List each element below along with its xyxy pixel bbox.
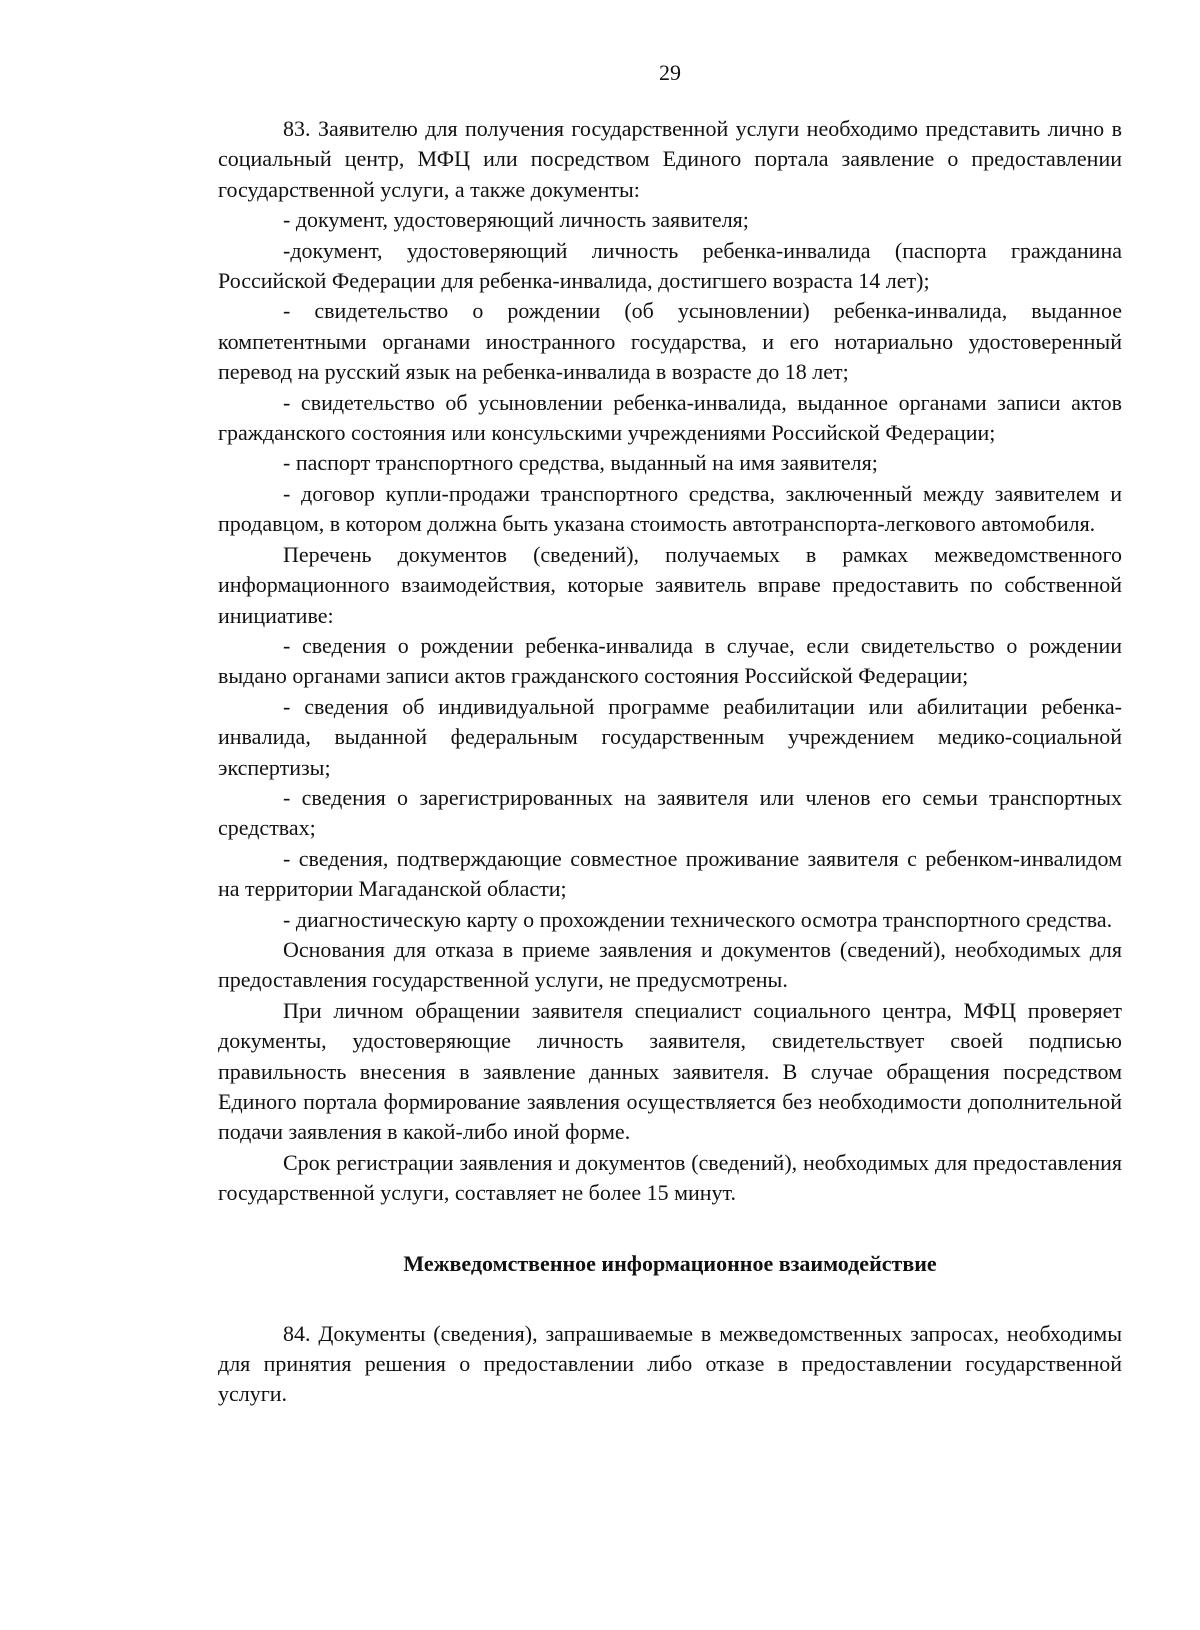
page-number: 29 (659, 60, 681, 85)
list-item: - документ, удостоверяющий личность заявителя; (283, 207, 749, 233)
list-item: - договор купли-продажи транспортного средства, заключенный между заявителем и продавцом, в котором должна быть указана стоимость автотранспорта-легкового автомобиля. (218, 480, 1122, 537)
section-body-83 (218, 114, 1122, 1209)
list-item: - сведения о рождении ребенка-инвалида в случае, если свидетельство о рождении выдано органами записи актов гражданского состояния Российской Федерации; (218, 632, 1122, 689)
paragraph-84: 84. Документы (сведения), запрашиваемые в межведомственных запросах, необходимы для принятия решения о предоставлении либо отказе в предоставлении государственной услуги. (218, 1320, 1122, 1407)
list-item: - сведения об индивидуальной программе реабилитации или абилитации ребенка-инвалида, выданной федеральным государственным учреждением медико-социальной экспертизы; (218, 693, 1122, 780)
document-page (218, 58, 1122, 1410)
list-item: - сведения о зарегистрированных на заявителя или членов его семьи транспортных средствах; (218, 784, 1122, 841)
list-item: - сведения, подтверждающие совместное проживание заявителя с ребенком-инвалидом на территории Магаданской области; (218, 845, 1122, 902)
list-item: - свидетельство о рождении (об усыновлении) ребенка-инвалида, выданное компетентными органами иностранного государства, и его нотариально удостоверенный перевод на русский язык на ребенка-инвалида в возрасте до 18 лет; (218, 298, 1122, 385)
list-item: -документ, удостоверяющий личность ребенка-инвалида (паспорта гражданина Российской Федерации для ребенка-инвалида, достигшего возраста 14 лет); (218, 237, 1122, 294)
paragraph-refusal-grounds: Основания для отказа в приеме заявления и документов (сведений), необходимых для предоставления государственной услуги, не предусмотрены. (218, 936, 1122, 993)
list-item: - диагностическую карту о прохождении технического осмотра транспортного средства. (283, 906, 1113, 932)
paragraph-documents-list-intro: Перечень документов (сведений), получаемых в рамках межведомственного информационного взаимодействия, которые заявитель вправе предоставить по собственной инициативе: (218, 541, 1122, 628)
list-item: - свидетельство об усыновлении ребенка-инвалида, выданное органами записи актов гражданского состояния или консульскими учреждениями Российской Федерации; (218, 389, 1122, 446)
list-item: - паспорт транспортного средства, выданный на имя заявителя; (283, 450, 878, 476)
paragraph-83-intro: 83. Заявителю для получения государственной услуги необходимо представить лично в социальный центр, МФЦ или посредством Единого портала заявление о предоставлении государственной услуги, а также документы: (218, 116, 1122, 202)
section-heading: Межведомственное информационное взаимодействие (403, 1250, 937, 1276)
paragraph-personal-visit: При личном обращении заявителя специалист социального центра, МФЦ проверяет документы, удостоверяющие личность заявителя, свидетельствует своей подписью правильность внесения в заявление данных заявителя. В случае обращения посредством Единого портала формирование заявления осуществляется без необходимости дополнительной подачи заявления в какой-либо иной форме. (218, 997, 1122, 1145)
paragraph-registration-term: Срок регистрации заявления и документов (сведений), необходимых для предоставления государственной услуги, составляет не более 15 минут. (218, 1149, 1122, 1206)
section-body-84 (218, 1319, 1122, 1410)
